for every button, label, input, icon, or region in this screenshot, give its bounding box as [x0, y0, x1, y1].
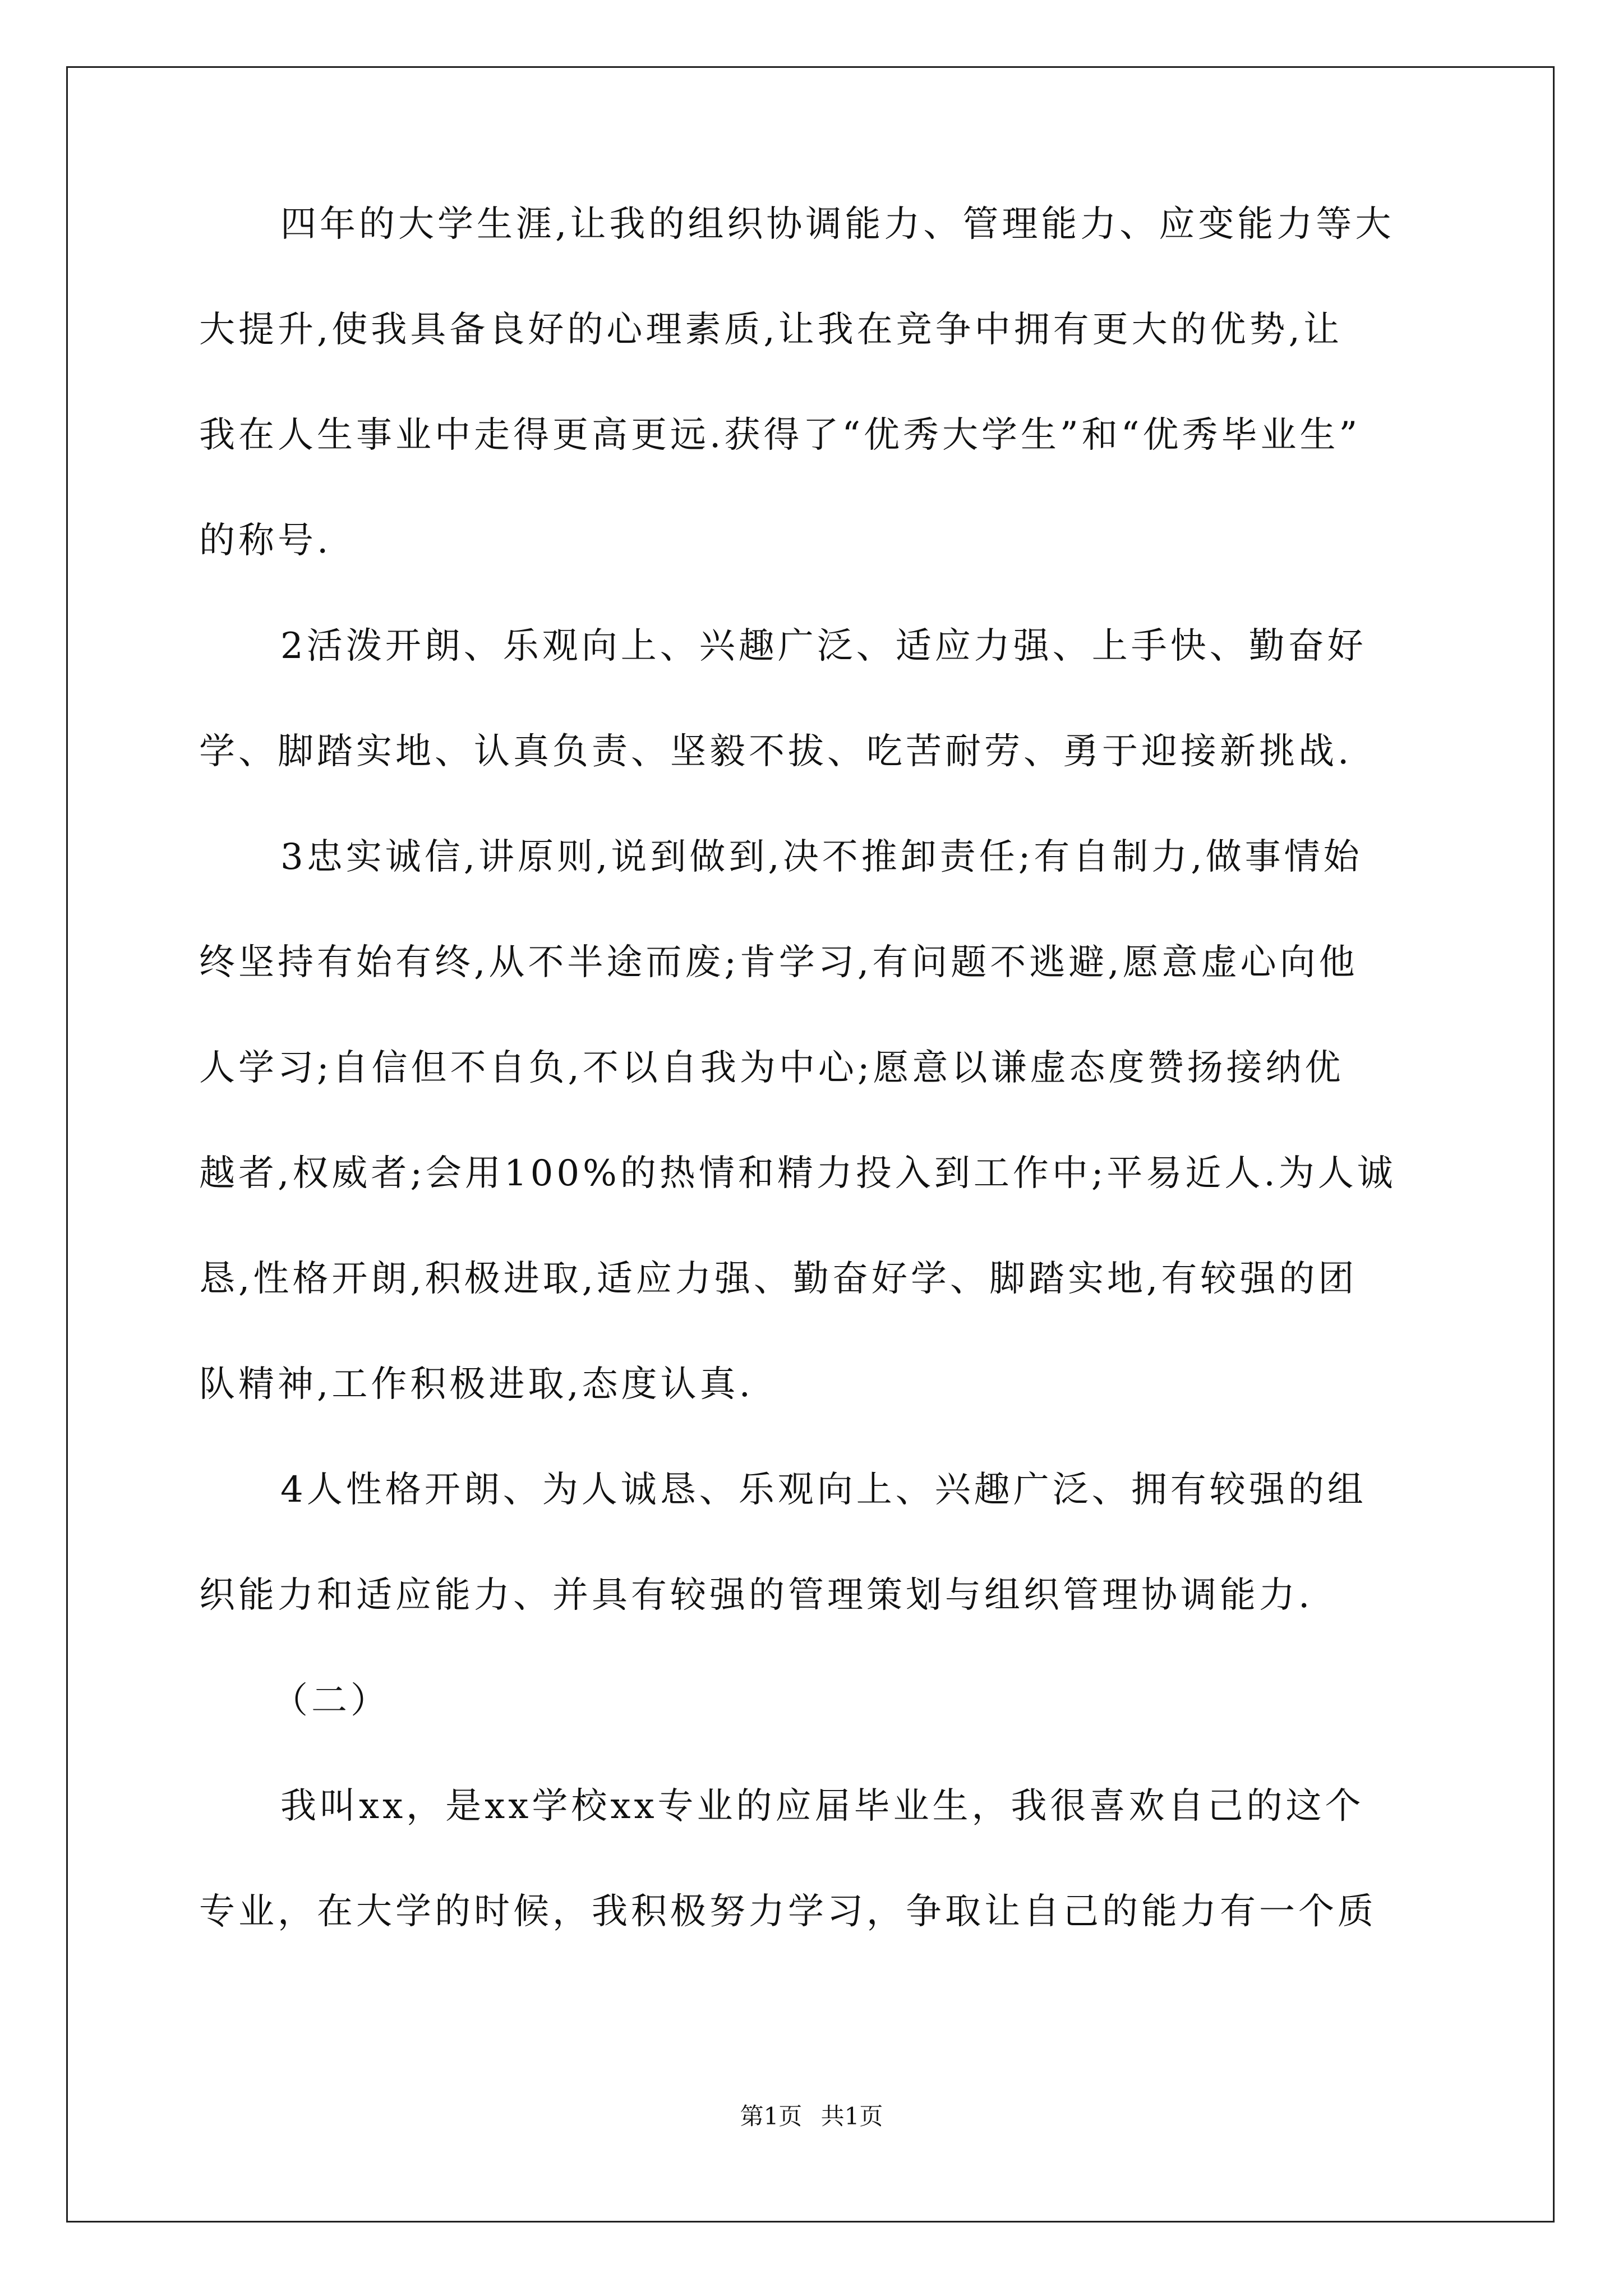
text-line: 2活泼开朗、乐观向上、兴趣广泛、适应力强、上手快、勤奋好: [280, 625, 1367, 667]
text-line: 专业，在大学的时候，我积极努力学习，争取让自己的能力有一个质: [199, 1891, 1377, 1932]
text-line: 大提升,使我具备良好的心理素质,让我在竞争中拥有更大的优势,让: [199, 309, 1343, 351]
page-footer: [0, 2098, 1623, 2132]
text-line: 四年的大学生涯,让我的组织协调能力、管理能力、应变能力等大: [280, 204, 1395, 245]
text-line: 人学习;自信但不自负,不以自我为中心;愿意以谦虚态度赞扬接纳优: [199, 1047, 1344, 1089]
page-total: 共1页: [820, 2102, 883, 2130]
text-line: 的称号.: [199, 520, 332, 562]
text-line: 我叫xx，是xx学校xx专业的应届毕业生，我很喜欢自己的这个: [280, 1786, 1364, 1827]
text-line: 我在人生事业中走得更高更远.获得了“优秀大学生”和“优秀毕业生”: [199, 415, 1361, 456]
text-line: 学、脚踏实地、认真负责、坚毅不拔、吃苦耐劳、勇于迎接新挑战.: [199, 731, 1353, 772]
text-line: 恳,性格开朗,积极进取,适应力强、勤奋好学、脚踏实地,有较强的团: [199, 1258, 1358, 1300]
text-line: 3忠实诚信,讲原则,说到做到,决不推卸责任;有自制力,做事情始: [280, 836, 1363, 878]
page-number: 第1页: [740, 2102, 803, 2130]
text-line: 终坚持有始有终,从不半途而废;肯学习,有问题不逃避,愿意虚心向他: [199, 942, 1358, 983]
text-line: 队精神,工作积极进取,态度认真.: [199, 1364, 754, 1405]
text-line: 织能力和适应能力、并具有较强的管理策划与组织管理协调能力.: [199, 1575, 1313, 1616]
section-heading: （二）: [272, 1680, 390, 1722]
text-line: 4人性格开朗、为人诚恳、乐观向上、兴趣广泛、拥有较强的组: [280, 1469, 1367, 1511]
text-line: 越者,权威者;会用100%的热情和精力投入到工作中;平易近人.为人诚: [199, 1153, 1396, 1194]
